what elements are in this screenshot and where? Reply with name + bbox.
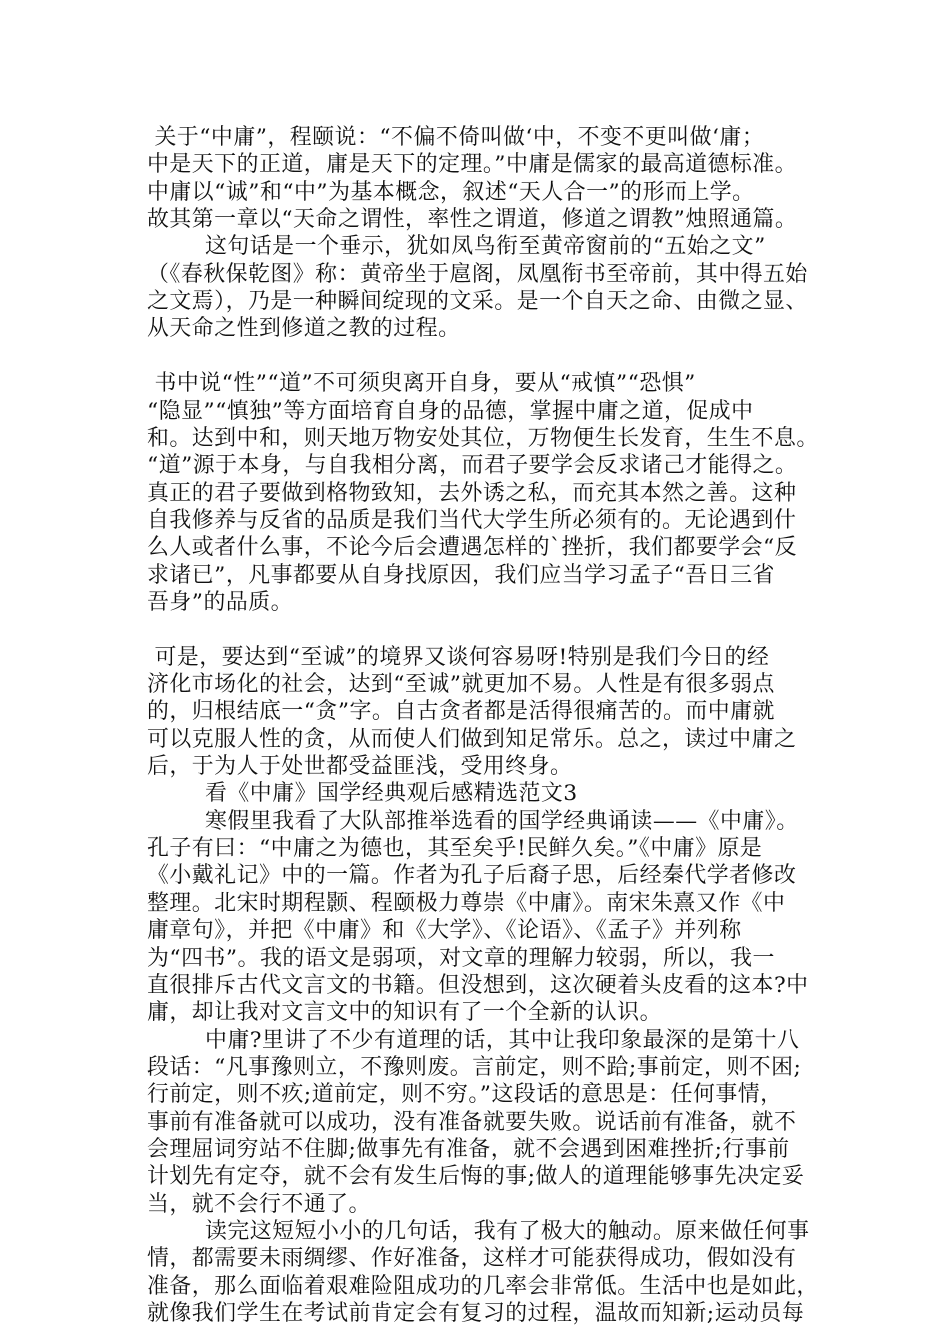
- text-line: 中庸以“诚”和“中”为基本概念，叙述“天人合一”的形而上学。: [147, 179, 755, 205]
- text-line: 事前有准备就可以成功，没有准备就要失败。说话前有准备，就不: [147, 1109, 797, 1135]
- text-line: 情，都需要未雨绸缪、作好准备，这样才可能获得成功，假如没有: [147, 1246, 797, 1272]
- text-line: 求诸已”，凡事都要从自身找原因，我们应当学习孟子“吾日三省: [147, 562, 775, 588]
- text-line: 为“四书”。我的语文是弱项，对文章的理解力较弱，所以，我一: [147, 945, 775, 971]
- text-line: “道”源于本身，与自我相分离，而君子要学会反求诸己才能得之。: [147, 453, 798, 479]
- text-line: 中是天下的正道，庸是天下的定理。”中庸是儒家的最高道德标准。: [147, 152, 798, 178]
- text-line: 中庸?里讲了不少有道理的话，其中让我印象最深的是第十八: [205, 1027, 800, 1053]
- text-line: 么人或者什么事，不论今后会遭遇怎样的`挫折，我们都要学会“反: [147, 535, 798, 561]
- text-line: 当，就不会行不通了。: [147, 1191, 371, 1217]
- text-line: 自我修养与反省的品质是我们当代大学生所必须有的。无论遇到什: [147, 507, 797, 533]
- text-line: 吾身”的品质。: [147, 589, 294, 615]
- text-line: 故其第一章以“天命之谓性，率性之谓道，修道之谓教”烛照通篇。: [147, 207, 798, 232]
- text-line: 会理屈词穷站不住脚;做事先有准备，就不会遇到困难挫折;行事前: [147, 1136, 790, 1162]
- text-line: 可以克服人性的贪，从而使人们做到知足常乐。总之，读过中庸之: [147, 726, 797, 752]
- text-line: 可是，要达到“至诚”的境界又谈何容易呀!特别是我们今日的经: [147, 644, 770, 670]
- text-line: 和。达到中和，则天地万物安处其位，万物便生长发育，生生不息。: [147, 425, 819, 451]
- text-line: （《春秋保乾图》称：黄帝坐于扈阁，凤凰衔书至帝前，其中得五始: [147, 261, 808, 287]
- text-line: 寒假里我看了大队部推举选看的国学经典诵读——《中庸》。: [205, 808, 799, 834]
- text-line: 这句话是一个垂示，犹如凤鸟衔至黄帝窗前的“五始之文”: [205, 234, 766, 260]
- text-line: 准备，那么面临着艰难险阻成功的几率会非常低。生活中也是如此，: [147, 1273, 819, 1299]
- text-line: 段话：“凡事豫则立，不豫则废。言前定，则不跲;事前定，则不困;: [147, 1054, 802, 1080]
- text-line: 书中说“性”“道”不可须臾离开自身，要从“戒慎”“恐惧”: [147, 371, 696, 397]
- text-line: 直很排斥古代文言文的书籍。但没想到，这次硬着头皮看的这本?中: [147, 972, 809, 998]
- text-line: 济化市场化的社会，达到“至诚”就更加不易。人性是有很多弱点: [147, 672, 775, 697]
- text-line: 真正的君子要做到格物致知，去外诱之私，而充其本然之善。这种: [147, 480, 797, 506]
- text-line: 之文焉），乃是一种瞬间绽现的文采。是一个自天之命、由微之显、: [147, 289, 808, 315]
- section-heading: 看《中庸》国学经典观后感精选范文3: [205, 781, 578, 807]
- text-line: 庸章句》，并把《中庸》和《大学》、《论语》、《孟子》并列称: [147, 918, 742, 944]
- text-line: 庸，却让我对文言文中的知识有了一个全新的认识。: [147, 1000, 662, 1026]
- text-line: 读完这短短小小的几句话，我有了极大的触动。原来做任何事: [205, 1219, 810, 1244]
- text-line: 关于“中庸”，程颐说：“不偏不倚叫做‘中，不变不更叫做‘庸；: [147, 125, 765, 150]
- text-line: 《小戴礼记》中的一篇。作者为孔子后裔子思，后经秦代学者修改: [147, 863, 797, 889]
- text-line: 计划先有定夺，就不会有发生后悔的事;做人的道理能够事先决定妥: [147, 1164, 805, 1190]
- text-line: 从天命之性到修道之教的过程。: [147, 316, 461, 342]
- text-line: 后，于为人于处世都受益匪浅，受用终身。: [147, 754, 573, 779]
- text-line: “隐显”“慎独”等方面培育自身的品德，掌握中庸之道，促成中: [147, 398, 754, 424]
- text-line: 整理。北宋时期程颢、程颐极力尊崇《中庸》。南宋朱熹又作《中: [147, 890, 786, 916]
- text-line: 就像我们学生在考试前肯定会有复习的过程，温故而知新;运动员每: [147, 1301, 805, 1326]
- text-line: 的，归根结底一“贪”字。自古贪者都是活得很痛苦的。而中庸就: [147, 699, 775, 725]
- text-line: 孔子有曰：“中庸之为德也，其至矣乎!民鲜久矣。”《中庸》原是: [147, 836, 763, 862]
- text-line: 行前定，则不疚;道前定，则不穷。”这段话的意思是：任何事情，: [147, 1082, 783, 1108]
